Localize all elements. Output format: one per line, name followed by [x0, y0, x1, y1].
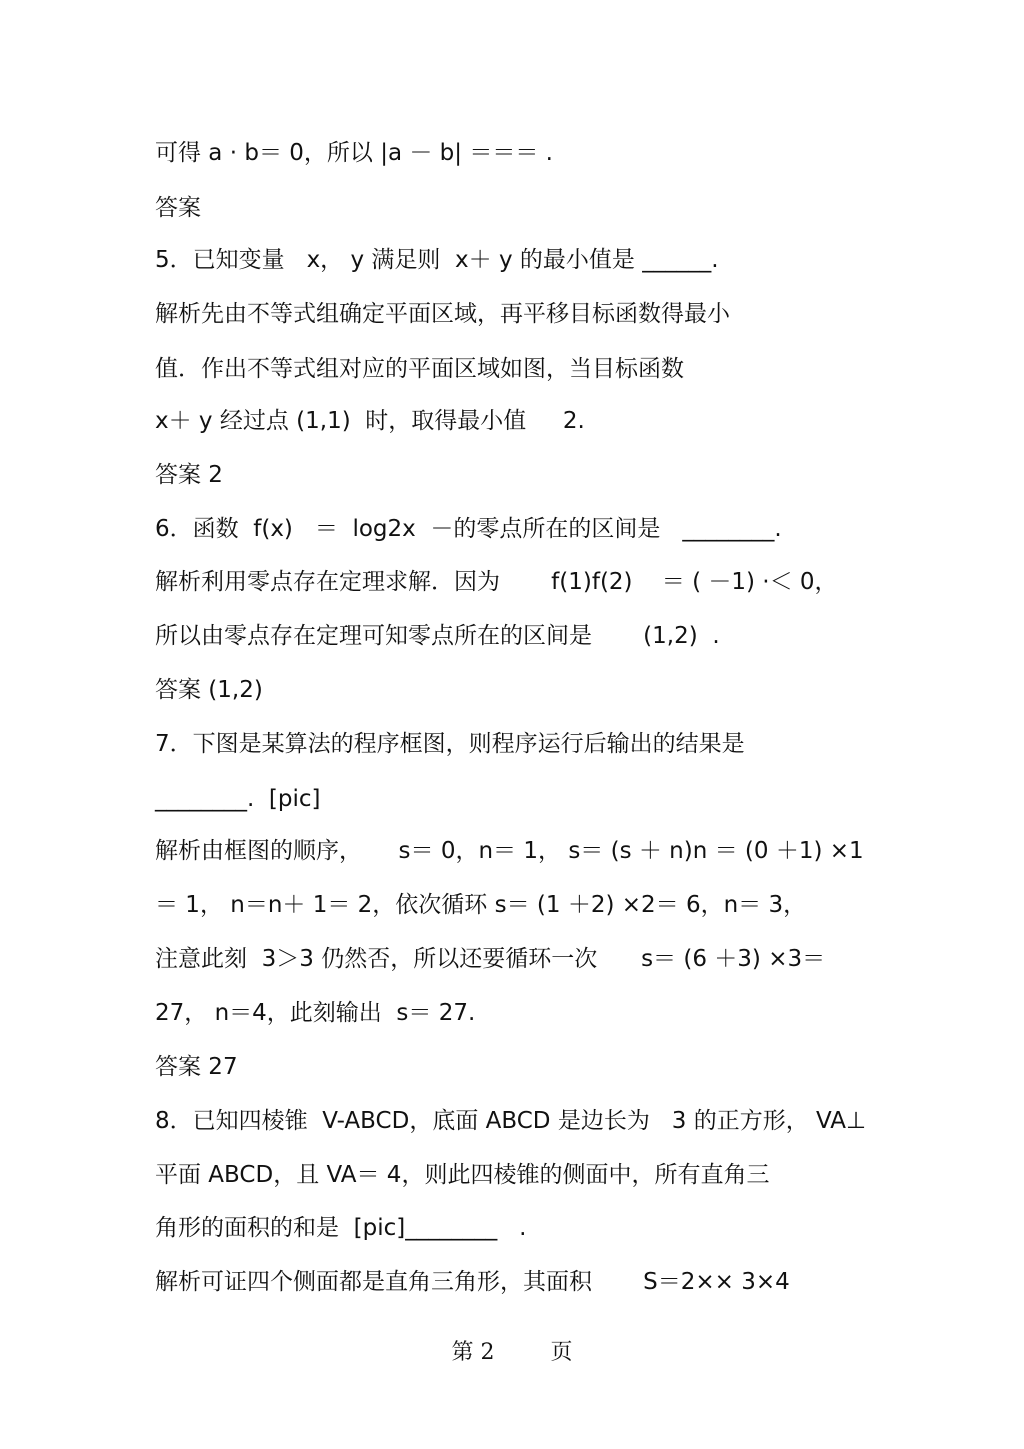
text-line-2: 答案 — [155, 195, 201, 221]
text-line-5: 值．作出不等式组对应的平面区域如图，当目标函数 — [155, 356, 684, 382]
text-line-18: 答案 27 — [155, 1054, 238, 1080]
text-line-14: 解析由框图的顺序， s＝ 0，n＝ 1， s＝ (s ＋ n)n ＝ (0 ＋1) ×1 — [155, 838, 864, 864]
text-line-16: 注意此刻 3＞3 仍然否，所以还要循环一次 s＝ (6 ＋3) ×3＝ — [155, 946, 826, 972]
text-line-17: 27， n＝4，此刻输出 s＝ 27. — [155, 1000, 476, 1026]
text-line-20: 平面 ABCD，且 VA＝ 4，则此四棱锥的侧面中，所有直角三 — [155, 1162, 770, 1188]
text-line-13: ________. [pic] — [155, 786, 321, 812]
text-line-8: 6．函数 f(x) ＝ log2x －的零点所在的区间是 ________. — [155, 516, 782, 542]
text-line-12: 7．下图是某算法的程序框图，则程序运行后输出的结果是 — [155, 731, 745, 757]
text-line-1: 可得 a · b＝ 0，所以 |a － b| ＝＝＝ . — [155, 140, 553, 166]
page-number-prefix: 第 2 — [451, 1340, 495, 1365]
text-line-3: 5．已知变量 x， y 满足则 x＋ y 的最小值是 ______. — [155, 247, 719, 273]
text-line-10: 所以由零点存在定理可知零点所在的区间是 (1,2) . — [155, 623, 720, 649]
text-line-9: 解析利用零点存在定理求解．因为 f(1)f(2) ＝ ( －1) ·＜ 0， — [155, 569, 838, 595]
page-number-suffix: 页 — [550, 1340, 573, 1365]
text-line-22: 解析可证四个侧面都是直角三角形，其面积 S＝2×× 3×4 — [155, 1269, 790, 1295]
text-line-21: 角形的面积的和是 [pic]________ . — [155, 1215, 527, 1241]
text-line-4: 解析先由不等式组确定平面区域，再平移目标函数得最小 — [155, 301, 730, 327]
text-line-7: 答案 2 — [155, 462, 223, 488]
text-line-11: 答案 (1,2) — [155, 677, 263, 703]
page-footer — [0, 1338, 1024, 1368]
text-line-19: 8．已知四棱锥 V-ABCD，底面 ABCD 是边长为 3 的正方形， VA⊥ — [155, 1108, 867, 1134]
text-line-6: x＋ y 经过点 (1,1) 时，取得最小值 2. — [155, 408, 585, 434]
text-line-15: ＝ 1， n＝n＋ 1＝ 2，依次循环 s＝ (1 ＋2) ×2＝ 6，n＝ 3， — [155, 892, 807, 918]
